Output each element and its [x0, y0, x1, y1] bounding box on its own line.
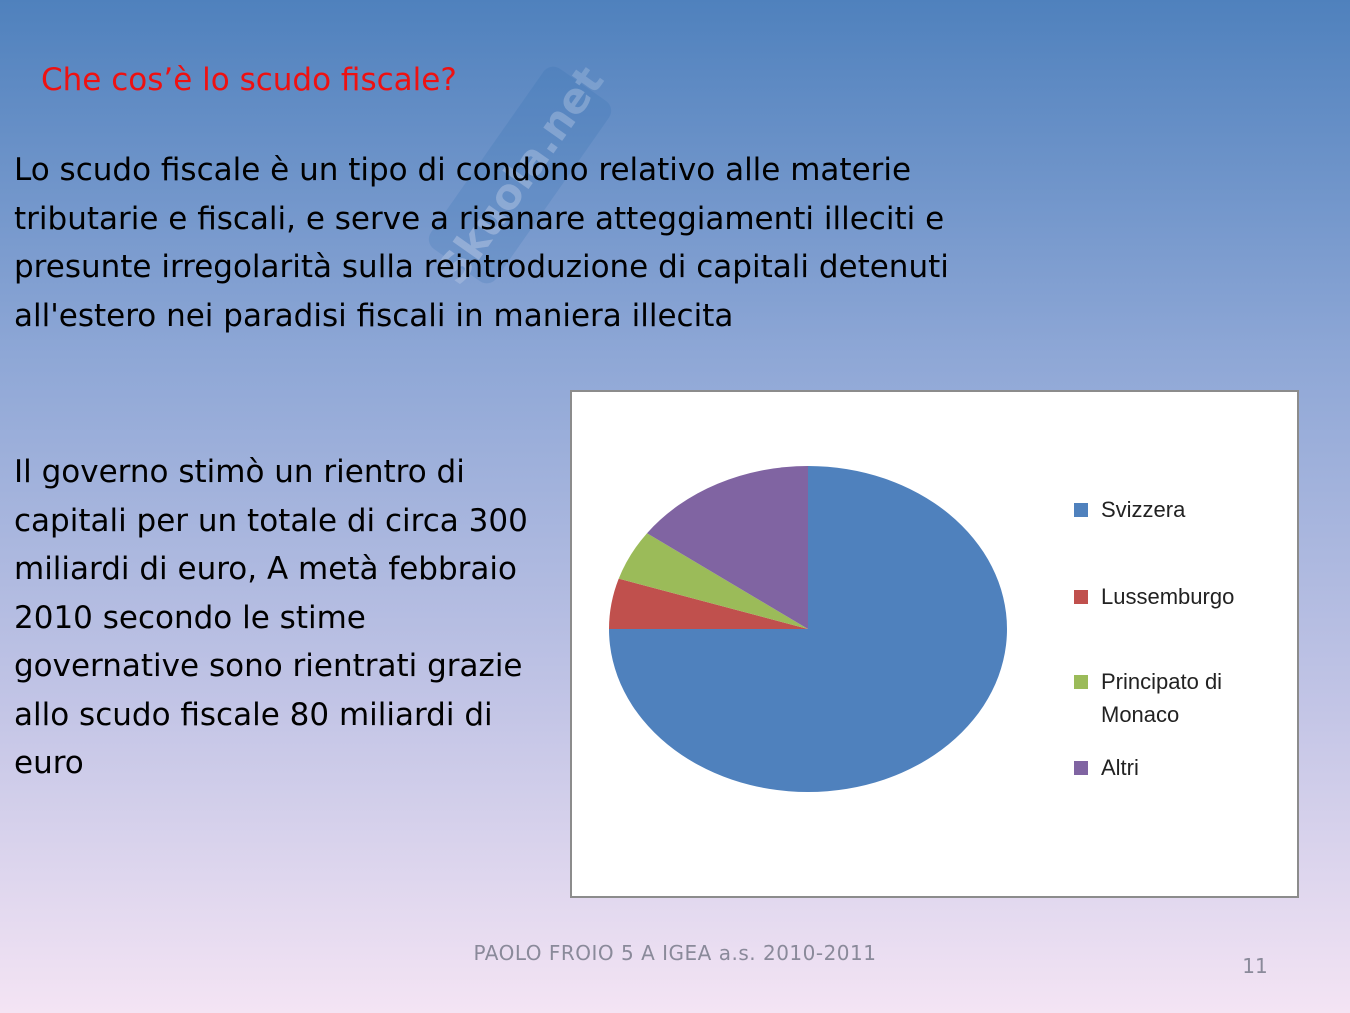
legend-label: Lussemburgo	[1101, 584, 1235, 609]
legend-swatch	[1074, 590, 1088, 604]
legend-item	[1074, 493, 1291, 526]
legend-item	[1074, 751, 1291, 784]
pie-chart	[570, 390, 1299, 898]
svg-text:Skuola.net: Skuola.net	[427, 57, 614, 294]
chart-legend	[1074, 392, 1299, 896]
legend-label: Svizzera	[1101, 497, 1186, 522]
pie-chart-plot	[572, 392, 1072, 898]
legend-swatch	[1074, 675, 1088, 689]
footer-author: PAOLO FROIO 5 A IGEA a.s. 2010-2011	[473, 941, 877, 965]
legend-item	[1074, 580, 1291, 613]
estimate-paragraph: Il governo stimò un rientro di capitali per un totale di circa 300 miliardi di euro, A metà febbraio 2010 secondo le stime governative sono rientrati grazie allo scudo fiscale 80 miliardi di euro	[14, 454, 528, 781]
legend-swatch	[1074, 503, 1088, 517]
intro-paragraph: Lo scudo fiscale è un tipo di condono relativo alle materie tributarie e fiscali, e serve a risanare atteggiamenti illeciti e presunte irregolarità sulla reintroduzione di capitali detenuti all'estero nei paradisi fiscali in maniera illecita	[14, 152, 949, 334]
legend-item	[1074, 665, 1291, 731]
legend-label: Altri	[1101, 755, 1139, 780]
page-number: 11	[1242, 954, 1268, 978]
legend-swatch	[1074, 761, 1088, 775]
legend-label: Principato di Monaco	[1101, 669, 1223, 727]
slide-title: Che cos’è lo scudo fiscale?	[41, 62, 457, 98]
